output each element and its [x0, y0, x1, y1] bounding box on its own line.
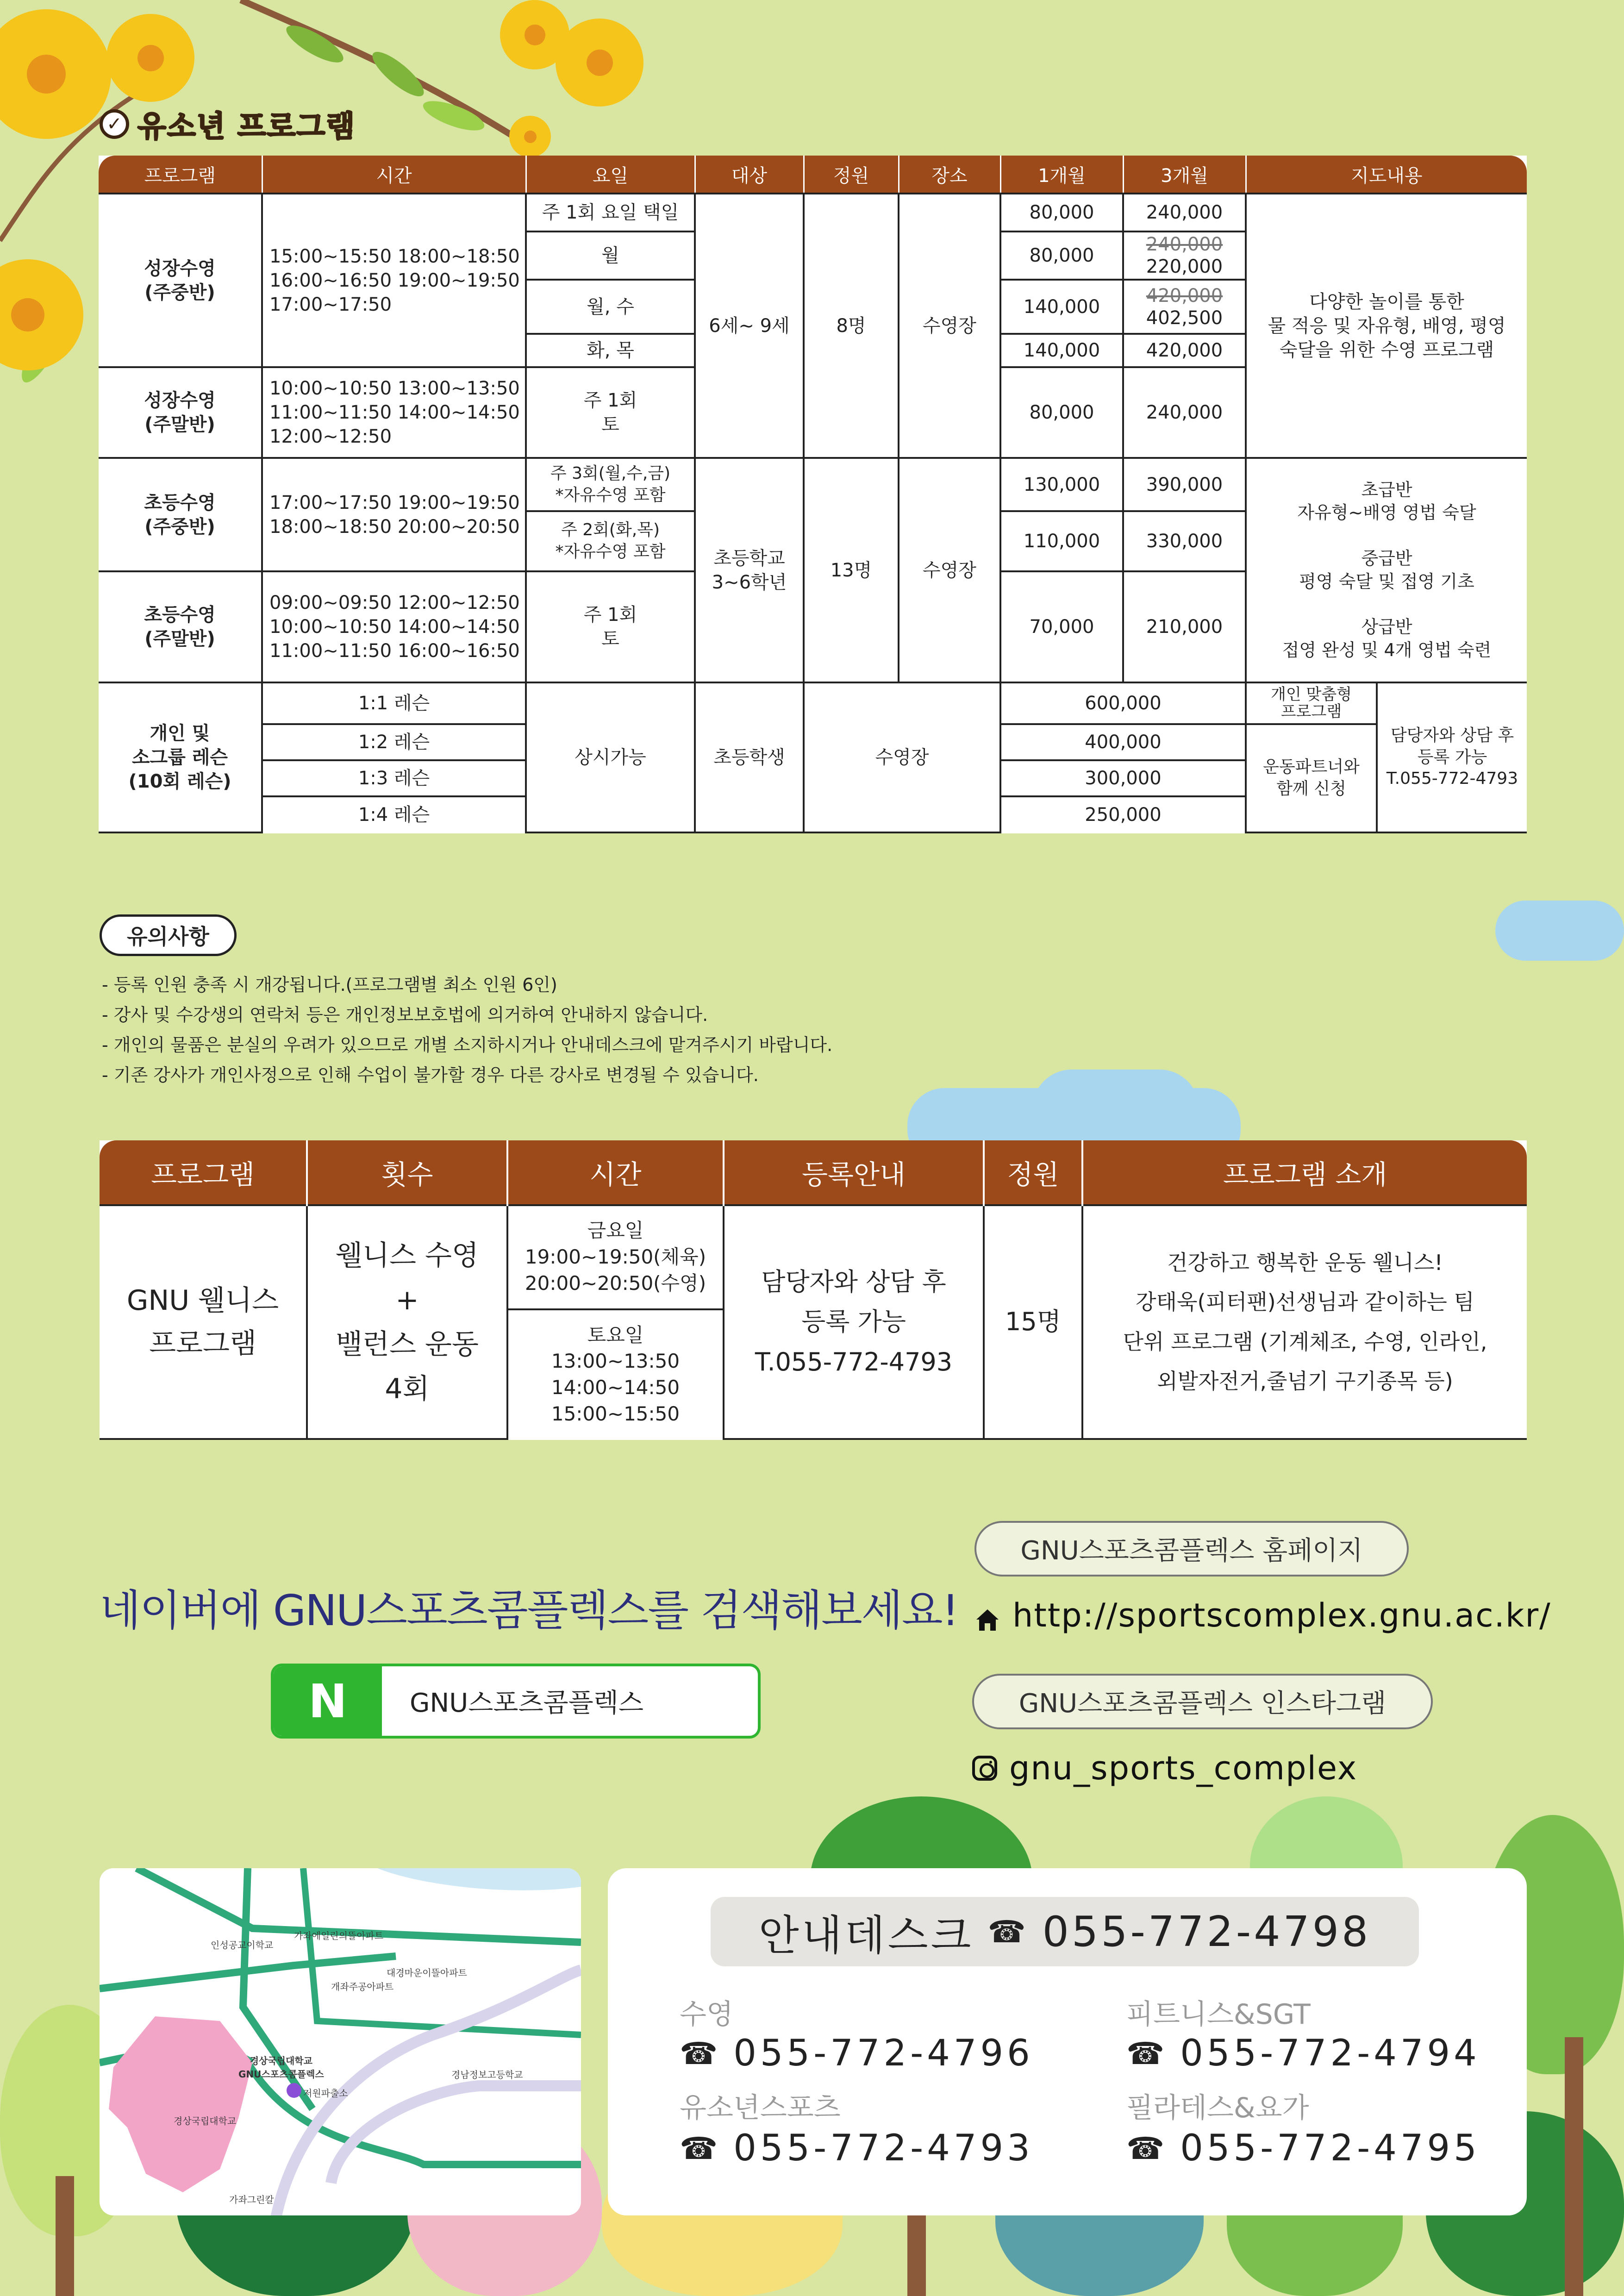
instagram-icon [972, 1756, 997, 1781]
youth-program-table [99, 156, 1527, 833]
price-3month-cell [1123, 231, 1246, 280]
contact-phone-number: 055-772-4795 [1180, 2127, 1480, 2169]
program-name: 초등수영 (주말반) [99, 571, 262, 682]
contact-phone-number: 055-772-4794 [1180, 2033, 1480, 2074]
price-3month-old: 240,000 [1146, 234, 1223, 255]
caution-list [102, 970, 832, 1090]
cloud-decoration [1032, 1070, 1199, 1148]
price-3month-old: 420,000 [1146, 285, 1223, 307]
price-1month: 80,000 [1000, 231, 1123, 280]
caution-title: 유의사항 [100, 914, 237, 956]
program-day: 주 3회(월,수,금) *자유수영 포함 [526, 458, 695, 511]
info-desk-phone: 055-772-4798 [1042, 1907, 1371, 1956]
program-day: 주 1회 토 [526, 571, 695, 682]
naver-headline: 네이버에 GNU스포츠콤플렉스를 검색해보세요! [100, 1586, 958, 1635]
youth-table-header [99, 156, 1527, 194]
program-target: 초등학교 3~6학년 [695, 458, 804, 682]
header-program: 프로그램 [100, 1140, 307, 1205]
wellness-table-header [100, 1140, 1527, 1205]
trunk-decoration [1565, 2037, 1583, 2296]
wellness-register: 담당자와 상담 후 등록 가능 T.055-772-4793 [724, 1205, 984, 1439]
wellness-time-saturday: 토요일 13:00~13:50 14:00~14:50 15:00~15:50 [507, 1309, 724, 1439]
header-time: 시간 [262, 156, 526, 194]
lesson-price: 250,000 [1000, 796, 1246, 832]
info-desk-banner [711, 1897, 1419, 1966]
program-times: 15:00~15:50 18:00~18:50 16:00~16:50 19:00~19:50 17:00~17:50 [262, 194, 526, 367]
table-row [99, 194, 1527, 231]
contact-phone [1126, 2127, 1480, 2169]
program-day: 주 1회 토 [526, 367, 695, 458]
price-3month: 402,500 [1146, 307, 1223, 329]
wellness-count: 웰니스 수영 + 밸런스 운동 4회 [307, 1205, 507, 1439]
header-target: 대상 [695, 156, 804, 194]
header-3month: 3개월 [1123, 156, 1246, 194]
program-day: 월, 수 [526, 280, 695, 334]
home-icon [974, 1602, 1000, 1628]
section-title [100, 106, 356, 143]
lesson-price: 400,000 [1000, 724, 1246, 760]
program-target: 6세~ 9세 [695, 194, 804, 458]
table-row [100, 1205, 1527, 1309]
wellness-program: GNU 웰니스 프로그램 [100, 1205, 307, 1439]
map-label: 개좌주공아파트 [331, 1981, 394, 1992]
header-content: 지도내용 [1246, 156, 1527, 194]
lesson-type: 1:4 레슨 [262, 796, 526, 832]
header-day: 요일 [526, 156, 695, 194]
price-3month: 210,000 [1123, 571, 1246, 682]
header-capacity: 정원 [984, 1140, 1082, 1205]
map-label: 경상국립대학교 GNU스포츠콤플렉스 [238, 2055, 324, 2080]
trunk-decoration [56, 2176, 74, 2296]
price-1month: 130,000 [1000, 458, 1123, 511]
map-label: 대경마운이뜰아파트 [387, 1967, 467, 1978]
price-1month: 80,000 [1000, 367, 1123, 458]
naver-search-box[interactable] [271, 1664, 761, 1739]
price-1month: 80,000 [1000, 194, 1123, 231]
homepage-url[interactable]: http://sportscomplex.gnu.ac.kr/ [1012, 1596, 1551, 1634]
instagram-id[interactable]: gnu_sports_complex [1009, 1749, 1358, 1787]
wellness-time-friday: 금요일 19:00~19:50(체육) 20:00~20:50(수영) [507, 1205, 724, 1309]
price-3month: 330,000 [1123, 511, 1246, 571]
phone-icon: ☎ [680, 2130, 722, 2166]
program-name: 초등수영 (주중반) [99, 458, 262, 571]
header-capacity: 정원 [804, 156, 899, 194]
section-title-text: 유소년 프로그램 [137, 110, 356, 144]
phone-icon: ☎ [1126, 2130, 1168, 2166]
program-name: 성장수영 (주말반) [99, 367, 262, 458]
instagram-label-pill: GNU스포츠콤플렉스 인스타그램 [972, 1674, 1433, 1729]
program-place: 수영장 [804, 682, 1000, 832]
contact-card [608, 1868, 1527, 2215]
lesson-type: 1:1 레슨 [262, 682, 526, 724]
header-register: 등록안내 [724, 1140, 984, 1205]
info-desk-label: 안내데스크 [758, 1911, 974, 1960]
table-row [99, 458, 1527, 511]
map-label: 저원파출소 [303, 2088, 348, 2099]
program-content: 다양한 놀이를 통한 물 적응 및 자유형, 배영, 평영 숙달을 위한 수영 프로그램 [1246, 194, 1527, 458]
price-3month: 390,000 [1123, 458, 1246, 511]
naver-search-query: GNU스포츠콤플렉스 [410, 1688, 643, 1718]
caution-item: - 기존 강사가 개인사정으로 인해 수업이 불가할 경우 다른 강사로 변경될 수 있습니다. [102, 1065, 759, 1085]
header-place: 장소 [899, 156, 1000, 194]
homepage-label-pill: GNU스포츠콤플렉스 홈페이지 [974, 1521, 1409, 1577]
wellness-intro: 건강하고 행복한 운동 웰니스! 강태욱(피터팬)선생님과 같이하는 팀 단위 프로그램 (기계체조, 수영, 인라인, 외발자전거,줄넘기 구기종목 등) [1082, 1205, 1527, 1439]
contact-label: 필라테스&요가 [1126, 2092, 1309, 2124]
program-times: 10:00~10:50 13:00~13:50 11:00~11:50 14:00~14:50 12:00~12:50 [262, 367, 526, 458]
program-capacity: 13명 [804, 458, 899, 682]
contact-label: 유소년스포츠 [680, 2092, 841, 2124]
lesson-price: 300,000 [1000, 760, 1246, 796]
wellness-program-table [100, 1140, 1527, 1440]
program-capacity: 8명 [804, 194, 899, 458]
program-day: 주 1회 요일 택일 [526, 194, 695, 231]
phone-icon: ☎ [987, 1914, 1029, 1950]
price-1month: 110,000 [1000, 511, 1123, 571]
header-time: 시간 [507, 1140, 724, 1205]
contact-label: 수영 [680, 1998, 733, 2031]
program-day: 주 2회(화,목) *자유수영 포함 [526, 511, 695, 571]
lesson-type: 1:3 레슨 [262, 760, 526, 796]
program-day: 상시가능 [526, 682, 695, 832]
header-intro: 프로그램 소개 [1082, 1140, 1527, 1205]
wellness-capacity: 15명 [984, 1205, 1082, 1439]
contact-phone [680, 2127, 1034, 2169]
contact-phone-number: 055-772-4796 [733, 2033, 1034, 2074]
price-1month: 70,000 [1000, 571, 1123, 682]
price-3month-cell [1123, 280, 1246, 334]
program-place: 수영장 [899, 194, 1000, 458]
program-times: 09:00~09:50 12:00~12:50 10:00~10:50 14:00~14:50 11:00~11:50 16:00~16:50 [262, 571, 526, 682]
price-3month: 240,000 [1123, 367, 1246, 458]
contact-phone [680, 2033, 1034, 2074]
map-label: 경남정보고등학교 [451, 2069, 523, 2080]
contact-phone-number: 055-772-4793 [733, 2127, 1034, 2169]
lesson-type: 1:2 레슨 [262, 724, 526, 760]
naver-logo-icon: N [274, 1666, 382, 1736]
caution-item: - 등록 인원 충족 시 개강됩니다.(프로그램별 최소 인원 6인) [102, 975, 557, 995]
phone-icon: ☎ [1126, 2035, 1168, 2071]
location-map[interactable] [100, 1868, 581, 2215]
program-times: 17:00~17:50 19:00~19:50 18:00~18:50 20:00~20:50 [262, 458, 526, 571]
contact-label: 피트니스&SGT [1126, 1998, 1311, 2031]
program-day: 월 [526, 231, 695, 280]
header-program: 프로그램 [99, 156, 262, 194]
program-name: 성장수영 (주중반) [99, 194, 262, 367]
price-3month: 420,000 [1123, 334, 1246, 367]
lesson-price: 600,000 [1000, 682, 1246, 724]
caution-item: - 개인의 물품은 분실의 우려가 있으므로 개별 소지하시거나 안내데스크에 맡겨주시기 바랍니다. [102, 1035, 833, 1055]
contact-phone [1126, 2033, 1480, 2074]
lesson-contact: 담당자와 상담 후 등록 가능 T.055-772-4793 [1377, 682, 1527, 832]
price-3month: 240,000 [1123, 194, 1246, 231]
map-label: 가좌에일린의뜰아파트 [294, 1930, 384, 1941]
program-place: 수영장 [899, 458, 1000, 682]
map-label: 경상국립대학교 [174, 2115, 237, 2127]
cloud-decoration [1495, 901, 1624, 961]
program-content: 초급반 자유형~배영 영법 숙달 중급반 평영 숙달 및 접영 기초 상급반 접영 완성 및 4개 영법 숙련 [1246, 458, 1527, 682]
check-icon: ✓ [100, 109, 129, 139]
lesson-custom: 개인 맞춤형 프로그램 [1246, 682, 1377, 724]
lesson-partner: 운동파트너와 함께 신청 [1246, 724, 1377, 832]
phone-icon: ☎ [680, 2035, 722, 2071]
price-1month: 140,000 [1000, 334, 1123, 367]
program-day: 화, 목 [526, 334, 695, 367]
table-row [99, 682, 1527, 724]
instagram-link[interactable] [972, 1749, 1357, 1787]
homepage-link[interactable] [974, 1596, 1551, 1634]
map-label: 인성공교이학교 [211, 1939, 274, 1951]
program-name: 개인 및 소그룹 레슨 (10회 레슨) [99, 682, 262, 832]
price-3month: 220,000 [1146, 256, 1223, 277]
caution-item: - 강사 및 수강생의 연락처 등은 개인정보보호법에 의거하여 안내하지 않습니다. [102, 1005, 708, 1025]
header-1month: 1개월 [1000, 156, 1123, 194]
header-count: 횟수 [307, 1140, 507, 1205]
program-target: 초등학생 [695, 682, 804, 832]
map-label: 가좌그린칼 [229, 2194, 274, 2205]
price-1month: 140,000 [1000, 280, 1123, 334]
